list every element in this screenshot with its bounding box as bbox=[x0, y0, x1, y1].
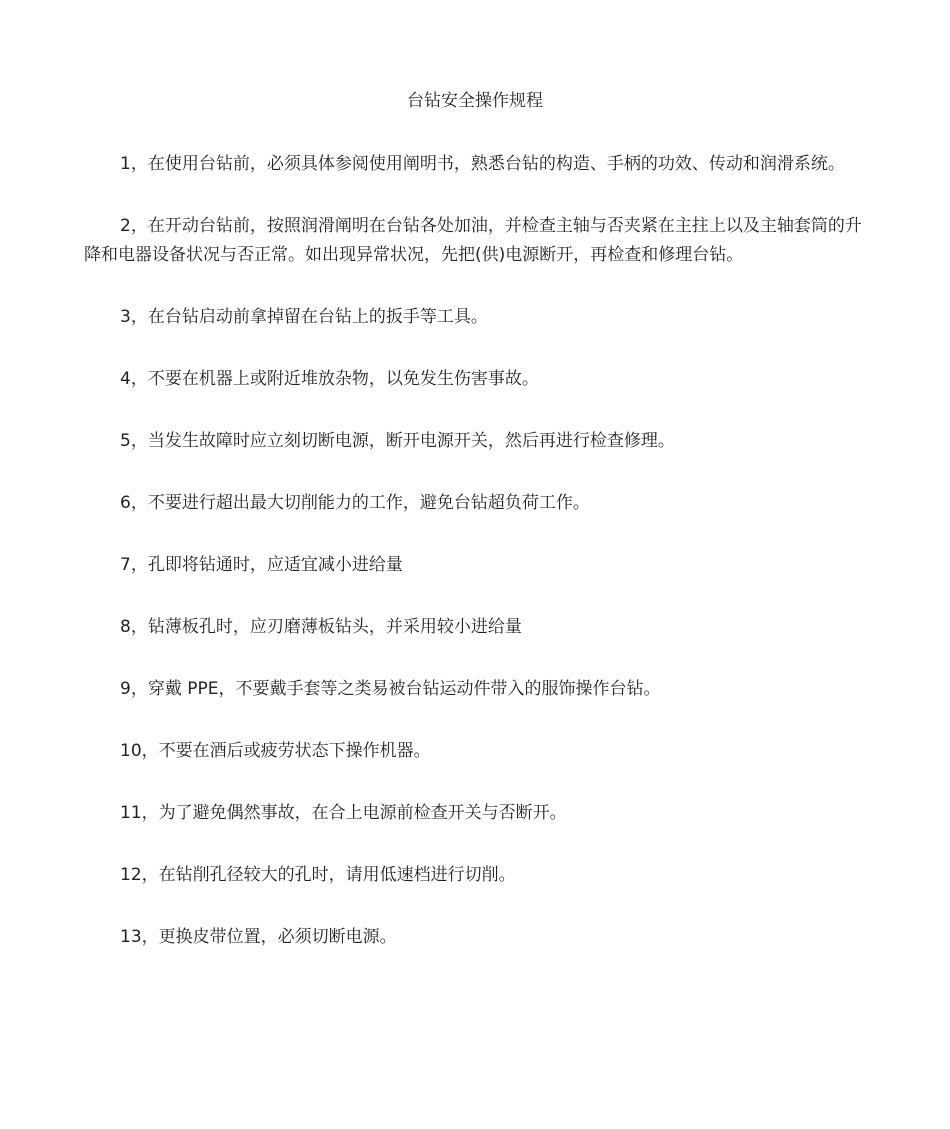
rule-item: 8，钻薄板孔时，应刃磨薄板钻头，并采用较小进给量 bbox=[120, 617, 522, 637]
rule-item: 11，为了避免偶然事故，在合上电源前检查开关与否断开。 bbox=[120, 803, 567, 823]
rule-item: 10，不要在酒后或疲劳状态下操作机器。 bbox=[120, 741, 431, 761]
rule-item: 2，在开动台钻前，按照润滑阐明在台钻各处加油，并检查主轴与否夹紧在主拄上以及主轴套筒的升降和电器设备状况与否正常。如出现异常状况，先把(供)电源断开，再检查和修理台钻。 bbox=[84, 216, 862, 265]
rule-item: 13，更换皮带位置，必须切断电源。 bbox=[120, 927, 397, 947]
rule-item: 5，当发生故障时应立刻切断电源，断开电源开关，然后再进行检查修理。 bbox=[120, 431, 675, 451]
document-title: 台钻安全操作规程 bbox=[407, 91, 543, 111]
rule-item: 3，在台钻启动前拿掉留在台钻上的扳手等工具。 bbox=[120, 307, 488, 327]
rule-item: 6，不要进行超出最大切削能力的工作，避免台钻超负荷工作。 bbox=[120, 493, 590, 513]
rule-item: 9，穿戴 PPE，不要戴手套等之类易被台钻运动件带入的服饰操作台钻。 bbox=[120, 679, 661, 699]
rule-item: 4，不要在机器上或附近堆放杂物，以免发生伤害事故。 bbox=[120, 369, 539, 389]
rule-item: 7，孔即将钻通时，应适宜减小进给量 bbox=[120, 555, 403, 575]
rule-item: 1，在使用台钻前，必须具体参阅使用阐明书，熟悉台钻的构造、手柄的功效、传动和润滑系统。 bbox=[120, 154, 845, 174]
rule-item: 12，在钻削孔径较大的孔时，请用低速档进行切削。 bbox=[120, 865, 516, 885]
rules-list bbox=[84, 150, 866, 985]
